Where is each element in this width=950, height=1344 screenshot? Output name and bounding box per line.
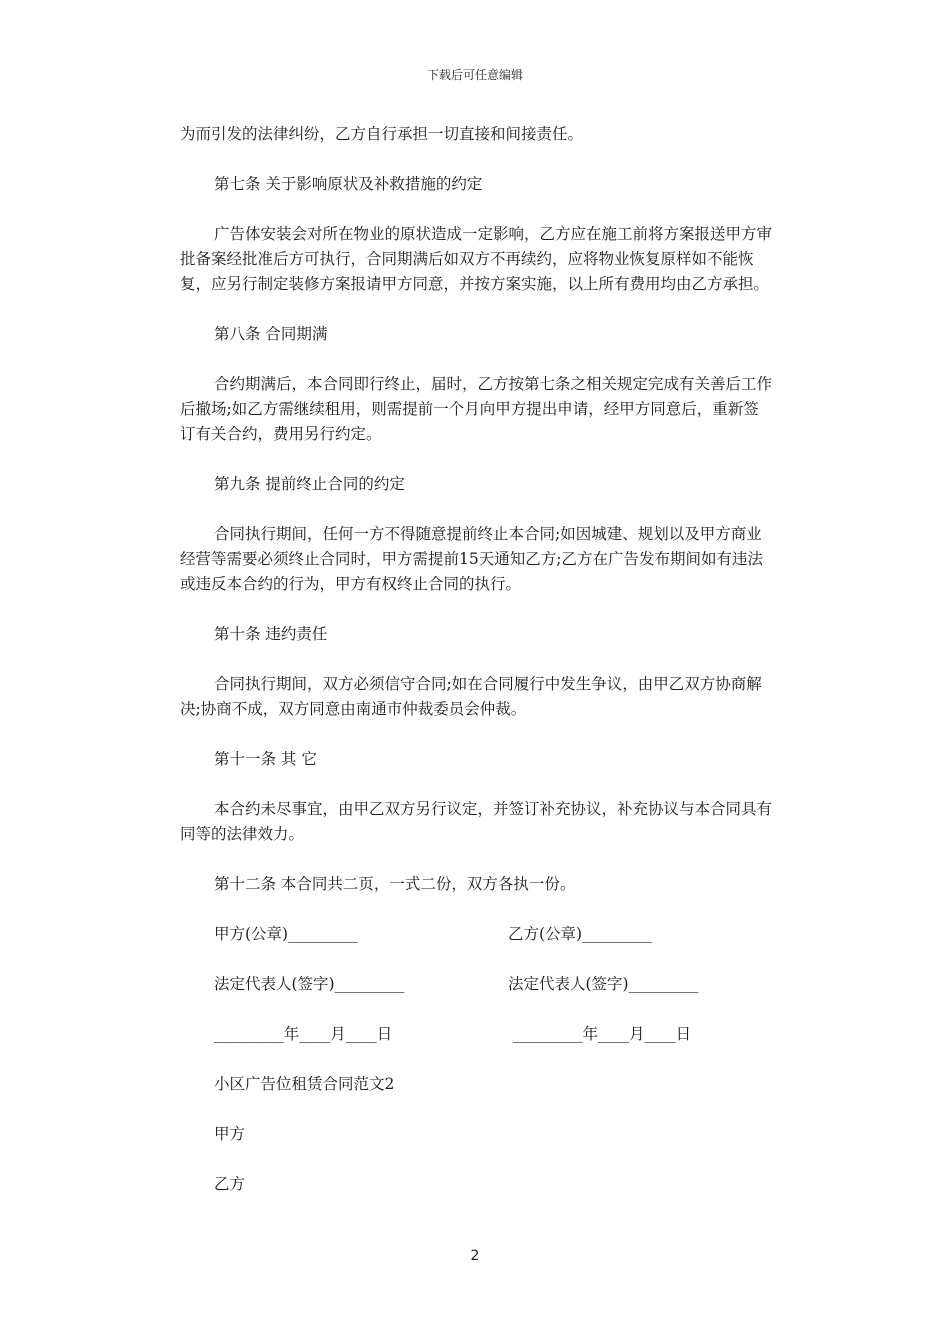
party-b-representative: 法定代表人(签字)_________ (508, 975, 699, 993)
article-7-body: 广告体安装会对所在物业的原状造成一定影响，乙方应在施工前将方案报送甲方审批备案经批准后方可执行，合同期满后如双方不再续约，应将物业恢复原样如不能恢复，应另行制定装修方案报请甲方同意，并按方案实施，以上所有费用均由乙方承担。 (180, 225, 773, 293)
article-9-body: 合同执行期间，任何一方不得随意提前终止本合同;如因城建、规划以及甲方商业经营等需要必须终止合同时，甲方需提前15天通知乙方;乙方在广告发布期间如有违法或违反本合约的行为，甲方有权终止合同的执行。 (180, 525, 763, 593)
article-8-heading: 第八条 合同期满 (214, 325, 328, 343)
document-body (180, 122, 772, 1197)
second-party-a-label: 甲方 (214, 1125, 246, 1143)
article-11-body: 本合约未尽事宜，由甲乙双方另行议定，并签订补充协议，补充协议与本合同具有同等的法律效力。 (180, 800, 773, 843)
party-a-representative: 法定代表人(签字)_________ (214, 975, 405, 993)
page-number: 2 (470, 1248, 480, 1264)
party-b-seal: 乙方(公章)_________ (508, 925, 652, 943)
party-a-seal: 甲方(公章)_________ (214, 925, 358, 943)
signature-row-seal (180, 922, 772, 947)
second-template-title: 小区广告位租赁合同范文2 (214, 1075, 395, 1093)
article-11-heading: 第十一条 其 它 (214, 750, 317, 768)
page-header: 下载后可任意编辑 (426, 68, 523, 82)
article-8-body: 合约期满后，本合同即行终止，届时，乙方按第七条之相关规定完成有关善后工作后撤场;如乙方需继续租用，则需提前一个月向甲方提出申请，经甲方同意后，重新签订有关合约，费用另行约定。 (180, 375, 773, 443)
article-7-heading: 第七条 关于影响原状及补救措施的约定 (214, 175, 483, 193)
article-10-heading: 第十条 违约责任 (214, 625, 328, 643)
signature-row-date (180, 1022, 772, 1047)
party-b-date: _________年____月____日 (508, 1025, 692, 1043)
paragraph-continuation: 为而引发的法律纠纷，乙方自行承担一切直接和间接责任。 (180, 125, 584, 143)
article-12-heading: 第十二条 本合同共二页，一式二份，双方各执一份。 (214, 875, 576, 893)
party-a-date: _________年____月____日 (214, 1025, 393, 1043)
signature-row-representative (180, 972, 772, 997)
article-9-heading: 第九条 提前终止合同的约定 (214, 475, 405, 493)
article-10-body: 合同执行期间，双方必须信守合同;如在合同履行中发生争议，由甲乙双方协商解决;协商不成，双方同意由南通市仲裁委员会仲裁。 (180, 675, 762, 718)
second-party-b-label: 乙方 (214, 1175, 246, 1193)
